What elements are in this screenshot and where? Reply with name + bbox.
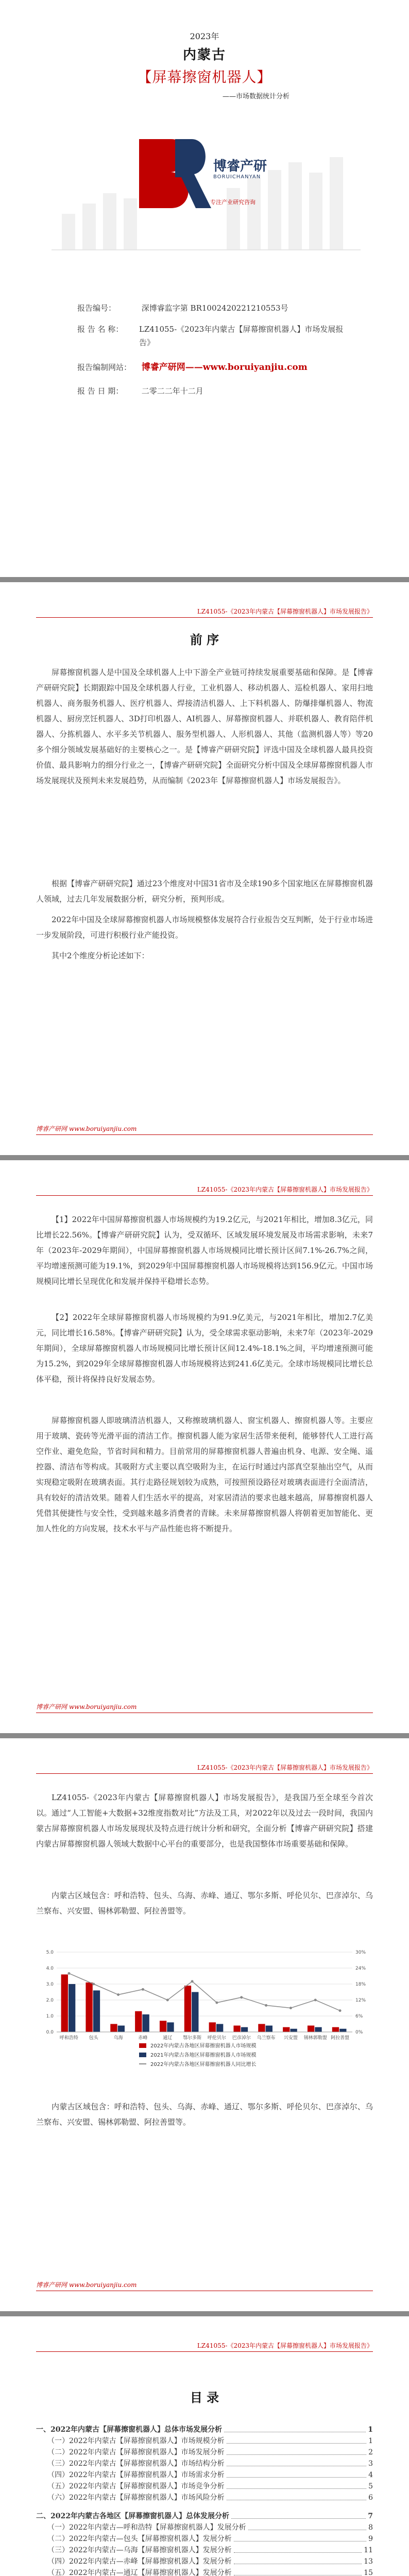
y2-tick-label: 6% bbox=[355, 2014, 363, 2019]
page-header-rule bbox=[36, 1773, 373, 1774]
toc-item-title: （六）2022年内蒙古【屏幕擦窗机器人】市场风险分析 bbox=[47, 2494, 225, 2502]
preface-paragraph-1: 屏幕擦窗机器人是中国及全球机器人上中下游全产业链可持续发展重要基础和保障。是【博睿产研研究院】长期跟踪中国及全球机器人行业，工业机器人、移动机器人、巡检机器人、家用扫地机器人、商务服务机器人、医疗机器人、焊接清洁机器人、上下料机器人、防爆排爆机器人、物流机器人、厨房烹饪机器人、3D打印机器人、AI机器人、屏幕擦窗机器人、并联机器人、教育陪伴机器人、分拣机器人、水平多关节机器人、服务型机器人、人形机器人、其他（监测机器人等）等20多个细分领域发展基础好的主要核心之一。是【博睿产研研究院】评选中国及全球机器人最具投资价值、最具影响力的细分行业之一，【博睿产研研究院】全面研究分析中国及全球屏幕擦窗机器人市场发展现状及预判未来发展趋势，从而编制《2023年【屏幕擦窗机器人】市场发展报告》。 bbox=[36, 668, 373, 785]
x-tick-label: 包头 bbox=[89, 2036, 98, 2041]
growth-point bbox=[265, 2004, 267, 2007]
meta-date bbox=[77, 384, 345, 398]
toc-item-page: 15 bbox=[364, 2569, 373, 2576]
chart-bar bbox=[61, 1974, 68, 2032]
growth-point bbox=[314, 1999, 317, 2002]
chart-bar bbox=[135, 2011, 142, 2032]
y-tick-label: 3.0 bbox=[46, 1982, 54, 1987]
toc-item-page: 8 bbox=[368, 2523, 373, 2532]
toc-item[interactable] bbox=[47, 2545, 373, 2555]
growth-series-line bbox=[69, 1973, 340, 2010]
chart-bar bbox=[283, 2027, 289, 2032]
toc-item-leader bbox=[234, 2534, 366, 2541]
toc-item-title: （一）2022年内蒙古—呼和浩特【屏幕擦窗机器人】发展分析 bbox=[47, 2523, 246, 2532]
y-tick-label: 1.0 bbox=[46, 2014, 54, 2019]
toc-item-leader bbox=[227, 2459, 366, 2466]
legend-swatch bbox=[139, 2053, 146, 2057]
page-footer-text: 博睿产研网 www.boruiyanjiu.com bbox=[36, 2281, 137, 2289]
meta-date-value: 二零二二年十二月 bbox=[141, 386, 203, 396]
growth-point bbox=[191, 1980, 194, 1982]
y2-tick-label: 12% bbox=[355, 1998, 366, 2003]
chart-bar bbox=[315, 2027, 321, 2032]
toc-item-title: （四）2022年内蒙古—赤峰【屏幕擦窗机器人】发展分析 bbox=[47, 2557, 232, 2566]
preface-paragraph-4: 其中2个维度分析论述如下： bbox=[52, 951, 149, 960]
y-tick-label: 2.0 bbox=[46, 1998, 54, 2003]
logo-cn-name: 博睿产研 bbox=[213, 159, 267, 174]
chart-bar bbox=[290, 2029, 297, 2032]
growth-point bbox=[166, 1999, 169, 2002]
growth-point bbox=[240, 1996, 243, 1998]
toc-item-page: 6 bbox=[368, 2494, 373, 2502]
y-tick-label: 0.0 bbox=[46, 2030, 54, 2035]
toc-item-title: （二）2022年内蒙古【屏幕擦窗机器人】市场发展分析 bbox=[47, 2448, 225, 2456]
toc-item-leader bbox=[234, 2545, 362, 2553]
logo-en-name: BORUICHANYAN bbox=[213, 174, 261, 180]
y2-tick-label: 30% bbox=[355, 1950, 366, 1955]
toc-item-leader bbox=[234, 2556, 362, 2564]
chart-bar bbox=[167, 2022, 174, 2032]
page-separator bbox=[0, 1733, 409, 1738]
page-footer-text: 博睿产研网 www.boruiyanjiu.com bbox=[36, 1125, 137, 1132]
toc-item[interactable] bbox=[47, 2447, 373, 2458]
y-tick-label: 4.0 bbox=[46, 1966, 54, 1971]
x-tick-label: 呼和浩特 bbox=[59, 2036, 78, 2041]
toc-item-title: （三）2022年内蒙古【屏幕擦窗机器人】市场结构分析 bbox=[47, 2460, 225, 2468]
chart-bar bbox=[192, 1992, 198, 2032]
chart-bar bbox=[216, 2024, 223, 2032]
x-tick-label: 阿拉善盟 bbox=[331, 2036, 350, 2041]
analysis-paragraph-1: 【1】2022年中国屏幕擦窗机器人市场规模约为19.2亿元，与2021年相比，增加8.3亿元，同比增长22.56%。【博睿产研研究院】认为，受双循环、区域发展环境发展及市场需求影响，未来7年（2023年-2029年期间），中国屏幕擦窗机器人市场规模同比增长预计区间7.1%-26.7%之间，平均增速预测可能为19.1%，到2029年中国屏幕擦窗机器人市场规模将达到156.9亿元。中国市场规模同比增长呈现优化和发展并保持平稳增长态势。 bbox=[36, 1215, 373, 1286]
chart-bar bbox=[332, 2027, 339, 2032]
x-tick-label: 呼伦贝尔 bbox=[207, 2036, 226, 2041]
meta-site-label: 报告编制网站： bbox=[77, 363, 132, 372]
growth-point bbox=[142, 1988, 144, 1991]
toc-item-title: （五）2022年内蒙古—通辽【屏幕擦窗机器人】发展分析 bbox=[47, 2569, 232, 2576]
toc-page bbox=[0, 2316, 409, 2576]
x-tick-label: 乌兰察布 bbox=[257, 2036, 276, 2041]
toc-item-leader bbox=[231, 2511, 366, 2519]
x-tick-label: 乌海 bbox=[113, 2036, 123, 2041]
legend-label: 2022年内蒙古各地区屏幕擦窗机器人市场规模 bbox=[150, 2043, 257, 2049]
x-tick-label: 赤峰 bbox=[138, 2036, 148, 2041]
chart-bar bbox=[266, 2026, 272, 2032]
page-header-rule bbox=[36, 2351, 373, 2352]
toc-item[interactable] bbox=[47, 2568, 373, 2576]
toc-item-page: 4 bbox=[368, 2471, 373, 2479]
preface-page bbox=[0, 582, 409, 1155]
logo-slogan: 专注产业研究咨询 bbox=[210, 199, 255, 206]
region-paragraph-3: 内蒙古区域包含：呼和浩特、包头、乌海、赤峰、通辽、鄂尔多斯、呼伦贝尔、巴彦淖尔、乌兰察布、兴安盟、锡林郭勒盟、阿拉善盟等。 bbox=[36, 2102, 373, 2127]
page-header-rule bbox=[36, 617, 373, 618]
preface-title: 前 序 bbox=[190, 632, 219, 647]
toc-item-leader bbox=[227, 2493, 366, 2500]
growth-point bbox=[289, 2007, 292, 2009]
toc-item-title: 二、2022年内蒙古各地区【屏幕擦窗机器人】总体发展分析 bbox=[36, 2512, 229, 2520]
chart-bar bbox=[233, 2026, 240, 2032]
y-tick-label: 5.0 bbox=[46, 1950, 54, 1955]
toc-item-leader bbox=[224, 2425, 366, 2432]
page-header-rule bbox=[36, 1195, 373, 1196]
chart-bar bbox=[209, 2022, 216, 2032]
cover-region: 内蒙古 bbox=[182, 47, 226, 63]
toc-item[interactable] bbox=[47, 2534, 373, 2544]
chart-bar bbox=[118, 2026, 125, 2032]
cover-subtitle: ——市场数据统计分析 bbox=[222, 93, 289, 100]
page-footer-rule bbox=[36, 1134, 373, 1135]
toc-item-page: 2 bbox=[368, 2448, 373, 2456]
toc-item-page: 9 bbox=[368, 2535, 373, 2543]
y2-tick-label: 18% bbox=[355, 1982, 366, 1987]
toc-item-title: （五）2022年内蒙古【屏幕擦窗机器人】市场竞争分析 bbox=[47, 2482, 225, 2490]
br-logo bbox=[135, 135, 274, 212]
toc-item-leader bbox=[248, 2522, 366, 2530]
legend-label: 2021年内蒙古各地区屏幕擦窗机器人市场规模 bbox=[150, 2053, 257, 2058]
meta-report-name bbox=[77, 323, 345, 349]
region-paragraph-1: LZ41055-《2023年内蒙古【屏幕擦窗机器人】市场发展报告》，是我国乃至全球至今首次以。通过“人工智能+大数据+32维度指数对比”方法及工具，对2022年以及过去一段时间，我国内蒙古屏幕擦窗机器人市场发展现状及特点进行统计分析和研究，全面分析【博睿产研研究院】搭建内蒙古屏幕擦窗机器人领域大数据中心平台的重要部分，也是我国整体市场重要基础和保障。 bbox=[36, 1793, 373, 1849]
growth-point bbox=[339, 2009, 342, 2012]
toc-item-page: 11 bbox=[364, 2546, 373, 2554]
growth-point bbox=[92, 1983, 95, 1986]
toc-item[interactable] bbox=[47, 2481, 373, 2492]
toc-item-leader bbox=[227, 2481, 366, 2489]
toc-item-leader bbox=[227, 2447, 366, 2455]
toc-item-page: 7 bbox=[368, 2512, 373, 2520]
toc-item-leader bbox=[227, 2436, 366, 2444]
toc-item-page: 3 bbox=[368, 2460, 373, 2468]
toc-item-page: 13 bbox=[364, 2557, 373, 2566]
page-footer-text: 博睿产研网 www.boruiyanjiu.com bbox=[36, 1703, 137, 1710]
meta-site-link[interactable]: 博睿产研网——www.boruiyanjiu.com bbox=[141, 362, 308, 372]
y2-tick-label: 0% bbox=[355, 2030, 363, 2035]
chart-bar bbox=[86, 1982, 92, 2032]
page-separator bbox=[0, 2311, 409, 2316]
meta-report-id bbox=[77, 301, 345, 315]
cover-product: 【屏幕擦窗机器人】 bbox=[137, 69, 272, 86]
growth-point bbox=[117, 1993, 120, 1996]
chart-bar bbox=[339, 2029, 346, 2032]
chart-bar bbox=[93, 1990, 100, 2032]
meta-report-name-value: LZ41055-《2023年内蒙古【屏幕擦窗机器人】市场发展报告》 bbox=[139, 325, 344, 347]
chart-bar bbox=[69, 1984, 75, 2032]
meta-site bbox=[77, 361, 345, 374]
toc-item[interactable] bbox=[47, 2556, 373, 2567]
x-tick-label: 巴彦淖尔 bbox=[232, 2036, 251, 2041]
toc-item-leader bbox=[227, 2470, 366, 2478]
meta-report-id-value: 深博睿监字第 BR1002420221210553号 bbox=[141, 303, 288, 313]
toc-item-page: 5 bbox=[368, 2482, 373, 2490]
cover-page bbox=[0, 0, 409, 577]
toc-item[interactable] bbox=[47, 2459, 373, 2469]
chart-bar bbox=[142, 2014, 149, 2032]
legend-label: 2022年内蒙古各地区屏幕擦窗机器人同比增长 bbox=[150, 2062, 257, 2067]
chart-bar bbox=[258, 2024, 265, 2032]
preface-paragraph-3: 2022年中国及全球屏幕擦窗机器人市场规模整体发展符合行业报告交互判断，处于行业市场进一步发展阶段，可进行积极行业产能投资。 bbox=[36, 915, 373, 940]
page-header-text: LZ41055-《2023年内蒙古【屏幕擦窗机器人】市场发展报告》 bbox=[197, 1186, 373, 1193]
page-header-text: LZ41055-《2023年内蒙古【屏幕擦窗机器人】市场发展报告》 bbox=[197, 1764, 373, 1771]
analysis-paragraph-2: 【2】2022年全球屏幕擦窗机器人市场规模约为91.9亿美元，与2021年相比，增加2.7亿美元，同比增长16.58%。【博睿产研研究院】认为，受全球需求驱动影响，未来7年（2023年-2029年期间），全球屏幕擦窗机器人市场规模同比增长预计区间12.4%-18.1%之间，平均增速预测可能为15.2%，到2029年全球屏幕擦窗机器人市场规模将达到241.6亿美元。全球市场规模同比增长总体平稳，预计将保持良好发展态势。 bbox=[36, 1313, 373, 1384]
toc-item-leader bbox=[234, 2568, 362, 2575]
toc-item-page: 1 bbox=[368, 2426, 373, 2434]
legend-swatch bbox=[139, 2043, 146, 2048]
page-header-text: LZ41055-《2023年内蒙古【屏幕擦窗机器人】市场发展报告》 bbox=[197, 608, 373, 615]
x-tick-label: 鄂尔多斯 bbox=[183, 2036, 202, 2041]
chart-bar bbox=[241, 2027, 248, 2032]
chart-bar bbox=[184, 1986, 191, 2032]
chart-bar bbox=[160, 2021, 166, 2032]
toc-item-page: 1 bbox=[368, 2437, 373, 2445]
toc-title: 目 录 bbox=[190, 2390, 219, 2405]
meta-report-id-label: 报告编号： bbox=[77, 303, 116, 313]
toc-item[interactable] bbox=[36, 2511, 373, 2521]
page-separator bbox=[0, 577, 409, 582]
analysis-paragraph-3: 屏幕擦窗机器人即玻璃清洁机器人，又称擦玻璃机器人、窗宝机器人、擦窗机器人等。主要应用于玻璃、瓷砖等光滑平面的清洁工作。擦窗机器人能为家居生活带来便利，能够替代人工进行高空作业、避免危险，节省时间和精力。目前常用的屏幕擦窗机器人普遍由机身、电源、安全绳、遥控器、清洁布等构成。其吸附方式主要以真空吸附为主，在运行时通过内部真空泵抽出空气，从而实现稳定吸附在玻璃表面。其行走路径规划较为成熟，可按照预设路径对玻璃表面进行全面清洁，具有较好的清洁效果。随着人们生活水平的提高，对家居清洁的要求也越来越高，屏幕擦窗机器人凭借其便捷性与安全性，受到越来越多消费者的青睐。未来屏幕擦窗机器人将朝着更加智能化、更加人性化的方向发展，技术水平与产品性能也将不断提升。 bbox=[36, 1416, 373, 1533]
toc-item-title: （四）2022年内蒙古【屏幕擦窗机器人】市场需求分析 bbox=[47, 2471, 225, 2479]
toc-item[interactable] bbox=[36, 2425, 373, 2435]
growth-point bbox=[67, 1972, 70, 1975]
analysis-page bbox=[0, 1160, 409, 1733]
x-tick-label: 兴安盟 bbox=[283, 2036, 298, 2041]
page-header-text: LZ41055-《2023年内蒙古【屏幕擦窗机器人】市场发展报告》 bbox=[197, 2342, 373, 2349]
chart-bar bbox=[110, 2024, 117, 2032]
chart-bar bbox=[308, 2026, 314, 2032]
toc-item-title: （一）2022年内蒙古【屏幕擦窗机器人】市场规模分析 bbox=[47, 2437, 225, 2445]
page-separator bbox=[0, 1155, 409, 1160]
preface-paragraph-2: 根据【博睿产研研究院】通过23个维度对中国31省市及全球190多个国家地区在屏幕擦窗机器人领域，过去几年发展数据分析，研究分析，预判形成。 bbox=[36, 879, 373, 904]
toc-item[interactable] bbox=[47, 2436, 373, 2446]
meta-date-label: 报 告 日 期： bbox=[77, 386, 124, 396]
growth-point bbox=[215, 2002, 218, 2004]
x-tick-label: 通辽 bbox=[163, 2036, 173, 2041]
x-tick-label: 锡林郭勒盟 bbox=[303, 2036, 327, 2041]
toc-item[interactable] bbox=[47, 2493, 373, 2503]
region-paragraph-2: 内蒙古区域包含：呼和浩特、包头、乌海、赤峰、通辽、鄂尔多斯、呼伦贝尔、巴彦淖尔、乌兰察布、兴安盟、锡林郭勒盟、阿拉善盟等。 bbox=[36, 1891, 373, 1916]
region-page bbox=[0, 1738, 409, 2311]
meta-report-name-label: 报 告 名 称： bbox=[77, 325, 124, 334]
cover-year: 2023年 bbox=[190, 31, 219, 41]
toc-item-title: （二）2022年内蒙古—包头【屏幕擦窗机器人】发展分析 bbox=[47, 2535, 232, 2543]
br-logo-mark bbox=[135, 135, 212, 212]
toc-item[interactable] bbox=[47, 2522, 373, 2533]
toc-item[interactable] bbox=[47, 2470, 373, 2480]
toc-item-title: 一、2022年内蒙古【屏幕擦窗机器人】总体市场发展分析 bbox=[36, 2426, 222, 2434]
y2-tick-label: 24% bbox=[355, 1966, 366, 1971]
toc-item-title: （三）2022年内蒙古—乌海【屏幕擦窗机器人】发展分析 bbox=[47, 2546, 232, 2554]
region-market-chart bbox=[36, 1944, 373, 2089]
